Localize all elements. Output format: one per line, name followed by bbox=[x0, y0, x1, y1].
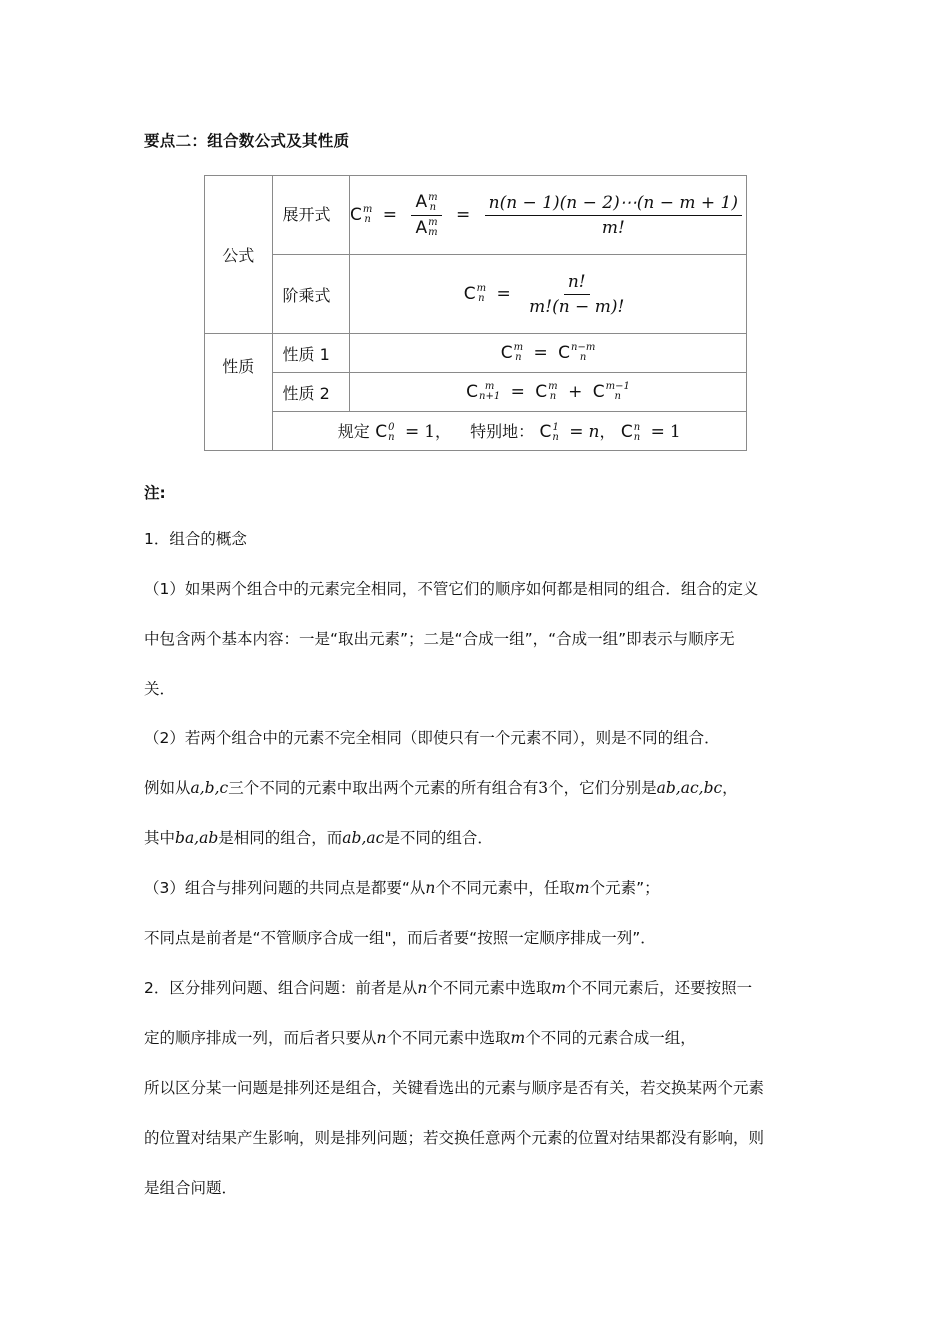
note-line: （3）组合与排列问题的共同点是都要“从n个不同元素中，任取m个元素”； bbox=[144, 879, 660, 897]
prop2-formula: C m n+1 = C m n + C m−1 n bbox=[350, 373, 747, 412]
row-expand-label: 展开式 bbox=[272, 176, 350, 255]
note-line: （1）如果两个组合中的元素完全相同，不管它们的顺序如何都是相同的组合．组合的定义 bbox=[144, 580, 759, 598]
note-line: 关． bbox=[144, 680, 176, 698]
expand-denominator: m! bbox=[601, 217, 625, 238]
convention-row: 规定 C 0 n = 1， 特别地： C 1 n = n， C n n = 1 bbox=[272, 412, 747, 451]
note-line: 是组合问题． bbox=[144, 1179, 238, 1197]
note-line: 1．组合的概念 bbox=[144, 530, 247, 548]
note-line: 2．区分排列问题、组合问题：前者是从n个不同元素中选取m个不同元素后，还要按照一 bbox=[144, 979, 753, 997]
expand-formula: C m n = A m n A m m = $\frac{n(n - 1)(n - 2)\cdots(n - m + 1)}{m!}$ bbox=[350, 176, 747, 255]
note-line: 中包含两个基本内容：一是“取出元素”；二是“合成一组”，“合成一组”即表示与顺序无 bbox=[144, 630, 735, 648]
note-line: 例如从a,b,c三个不同的元素中取出两个元素的所有组合有3个，它们分别是ab,ac,bc， bbox=[144, 779, 738, 797]
note-line: 其中ba,ab是相同的组合，而ab,ac是不同的组合． bbox=[144, 829, 493, 847]
expand-numerator: n(n − 1)(n − 2)⋯(n − m + 1) bbox=[485, 193, 742, 216]
row-factorial-label: 阶乘式 bbox=[272, 255, 350, 334]
row-prop1-label: 性质 1 bbox=[272, 334, 350, 373]
note-line: 不同点是前者是“不管顺序合成一组"，而后者要“按照一定顺序排成一列”． bbox=[144, 929, 656, 947]
formula-table bbox=[204, 175, 747, 451]
group-formula: 公式 bbox=[205, 176, 273, 334]
factorial-denominator: m!(n − m)! bbox=[529, 296, 625, 317]
factorial-numerator: n! bbox=[564, 272, 590, 295]
note-line: 所以区分某一问题是排列还是组合，关键看选出的元素与顺序是否有关，若交换某两个元素 bbox=[144, 1079, 765, 1097]
note-line: （2）若两个组合中的元素不完全相同（即使只有一个元素不同），则是不同的组合． bbox=[144, 729, 720, 747]
note-line: 的位置对结果产生影响，则是排列问题；若交换任意两个元素的位置对结果都没有影响，则 bbox=[144, 1129, 765, 1147]
prop1-formula: C m n = C n−m n bbox=[350, 334, 747, 373]
section-heading: 要点二：组合数公式及其性质 bbox=[144, 132, 350, 150]
group-property: 性质 bbox=[205, 334, 273, 451]
row-prop2-label: 性质 2 bbox=[272, 373, 350, 412]
note-line: 定的顺序排成一列，而后者只要从n个不同元素中选取m个不同的元素合成一组， bbox=[144, 1029, 696, 1047]
note-title: 注: bbox=[144, 484, 166, 502]
factorial-formula: C m n = $\frac{n!}{m!(n - m)!}$ bbox=[350, 255, 747, 334]
